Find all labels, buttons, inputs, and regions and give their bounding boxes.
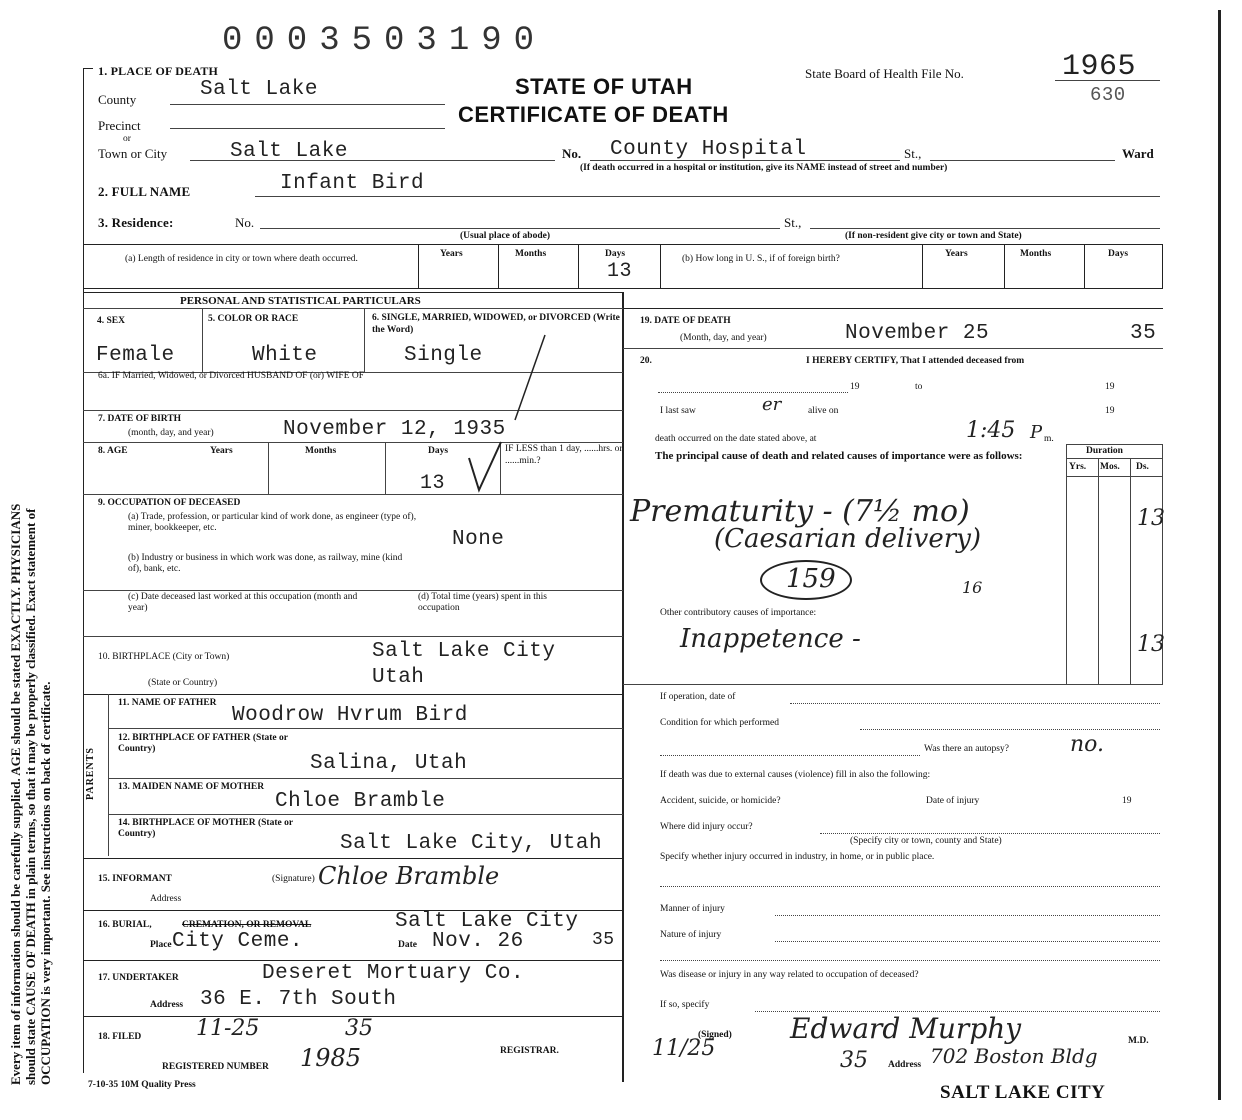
occupation-value: None: [452, 528, 505, 551]
marital-value: Single: [404, 344, 483, 367]
birthplace-label: 10. BIRTHPLACE (City or Town): [98, 652, 230, 662]
informant-label: 15. INFORMANT: [98, 874, 172, 884]
filed-label: 18. FILED: [98, 1032, 142, 1042]
if-less-label: IF LESS than 1 day, ......hrs. or ......min.?: [505, 444, 623, 466]
injury-date-19: 19: [1122, 796, 1132, 806]
cert-title: CERTIFICATE OF DEATH: [458, 102, 729, 127]
state-title: STATE OF UTAH: [515, 74, 693, 99]
dob-label: 7. DATE OF BIRTH: [98, 414, 182, 424]
condition-label: Condition for which performed: [660, 718, 779, 728]
other-cause-days: 13: [1137, 632, 1165, 657]
physician-address-label: Address: [888, 1060, 922, 1070]
last-saw-value: er: [762, 394, 782, 415]
full-name-value: Infant Bird: [280, 172, 425, 195]
side-instructions: [8, 504, 53, 1085]
place-label: 1. PLACE OF DEATH: [98, 64, 219, 78]
checkmark-icon: [465, 440, 505, 495]
death-occurred-label: death occurred on the date stated above, at: [655, 434, 817, 444]
duration-yrs: Yrs.: [1069, 462, 1087, 472]
undertaker-value: Deseret Mortuary Co.: [262, 962, 525, 985]
county-value: Salt Lake: [200, 78, 318, 101]
cause-secondary: (Caesarian delivery): [714, 524, 982, 554]
st-label: St.,: [904, 146, 922, 161]
color-label: 5. COLOR OR RACE: [208, 314, 299, 324]
town-label: Town or City: [98, 146, 168, 161]
birthplace-city: Salt Lake City: [372, 640, 556, 663]
burial-location: Salt Lake City: [395, 910, 579, 933]
usual-abode-note: (Usual place of abode): [460, 231, 550, 241]
side-line-2: should state CAUSE OF DEATH in plain terms, so that it may be properly classified. Exact statement of: [23, 508, 38, 1085]
mother-label: 13. MAIDEN NAME OF MOTHER: [118, 782, 265, 792]
manner-label: Manner of injury: [660, 904, 725, 914]
certify-text: I HEREBY CERTIFY, That I attended deceased from: [806, 356, 1025, 366]
where-injury-note: (Specify city or town, county and State): [850, 836, 1002, 846]
sex-label: 4. SEX: [97, 316, 125, 326]
occ-related-label: Was disease or injury in any way related to occupation of deceased?: [660, 970, 919, 980]
town-value: Salt Lake: [230, 140, 348, 163]
hospital-value: County Hospital: [610, 138, 807, 161]
burial-place-label: Place: [150, 940, 172, 950]
physician-city: SALT LAKE CITY: [940, 1082, 1106, 1103]
signature-date: 11/25: [652, 1036, 716, 1061]
serial-number: 0003503190: [222, 22, 547, 60]
undertaker-address-value: 36 E. 7th South: [200, 988, 397, 1011]
injury-date-label: Date of injury: [926, 796, 980, 806]
physician-signature: Edward Murphy: [790, 1012, 1022, 1045]
cause-code: 159: [786, 564, 836, 594]
certify-to-19: 19: [1105, 382, 1115, 392]
father-value: Woodrow Hvrum Bird: [232, 704, 468, 727]
cause-primary-days: 13: [1137, 506, 1165, 531]
res-years-label: Years: [440, 249, 463, 259]
burial-year-value: 35: [592, 930, 615, 950]
father-label: 11. NAME OF FATHER: [118, 698, 217, 708]
last-saw-label: I last saw: [660, 406, 696, 416]
no-label: No.: [562, 146, 582, 161]
marital-label: 6. SINGLE, MARRIED, WIDOWED, or DIVORCED (Write the Word): [372, 313, 620, 335]
file-label: State Board of Health File No.: [805, 66, 964, 81]
filed-year: 35: [345, 1016, 373, 1041]
res-days-value: 13: [607, 260, 633, 283]
principal-cause-label: The principal cause of death and related causes of importance were as follows:: [655, 450, 1023, 462]
signed-label: (Signed): [698, 1030, 732, 1040]
cause-code-2: 16: [962, 578, 983, 597]
nonresident-note: (If non-resident give city or town and State): [845, 231, 1022, 241]
checkmark-slash-icon: [505, 330, 555, 430]
parents-side-label: PARENTS: [85, 747, 96, 800]
occupation-b-label: (b) Industry or business in which work was done, as railway, mine (kind of), bank, etc.: [128, 553, 403, 574]
undertaker-address-label: Address: [150, 1000, 184, 1010]
age-years-label: Years: [210, 446, 233, 456]
age-days-value: 13: [420, 472, 446, 495]
signature-year: 35: [840, 1048, 868, 1073]
filed-date: 11-25: [196, 1016, 260, 1041]
mother-birthplace-label: 14. BIRTHPLACE OF MOTHER (State or Country): [118, 818, 293, 839]
occupation-c-label: (c) Date deceased last worked at this occupation (month and year): [128, 592, 358, 613]
age-label: 8. AGE: [98, 446, 128, 456]
father-birthplace-value: Salina, Utah: [310, 752, 468, 775]
burial-date-label: Date: [398, 940, 417, 950]
date-of-death-value: November 25: [845, 322, 990, 345]
or-label: or: [123, 134, 131, 144]
side-line-3: OCCUPATION is very important. See instructions on back of certificate.: [38, 681, 53, 1085]
county-label: County: [98, 92, 137, 107]
residence-no-label: No.: [235, 215, 255, 230]
death-time-pm: P: [1030, 422, 1043, 443]
informant-sig-label: (Signature): [272, 874, 315, 884]
precinct-label: Precinct: [98, 118, 141, 133]
res-days-label: Days: [605, 249, 626, 259]
registrar-label: REGISTRAR.: [500, 1046, 559, 1056]
registered-number-label: REGISTERED NUMBER: [162, 1062, 269, 1072]
duration-label: Duration: [1086, 446, 1123, 456]
death-time: 1:45: [966, 418, 1016, 443]
dob-sub-label: (month, day, and year): [128, 428, 214, 438]
duration-ds: Ds.: [1136, 462, 1149, 472]
other-cause: Inappetence -: [680, 624, 861, 654]
birthplace-state: Utah: [372, 666, 425, 689]
occupation-label: 9. OCCUPATION OF DECEASED: [98, 498, 241, 508]
print-footer: 7-10-35 10M Quality Press: [88, 1080, 196, 1090]
nature-label: Nature of injury: [660, 930, 722, 940]
res-months-label: Months: [515, 249, 547, 259]
sex-value: Female: [96, 344, 175, 367]
file-number: 1965: [1062, 50, 1137, 84]
dob-value: November 12, 1935: [283, 418, 506, 441]
undertaker-label: 17. UNDERTAKER: [98, 973, 179, 983]
us-years-label: Years: [945, 249, 968, 259]
color-value: White: [252, 344, 318, 367]
age-months-label: Months: [305, 446, 337, 456]
occupation-a-label: (a) Trade, profession, or particular kind of work done, as engineer (type of), miner, bookkeeper, etc.: [128, 512, 417, 533]
us-months-label: Months: [1020, 249, 1052, 259]
autopsy-label: Was there an autopsy?: [924, 744, 1009, 754]
hospital-note: (If death occurred in a hospital or institution, give its NAME instead of street and number): [580, 163, 948, 173]
accident-label: Accident, suicide, or homicide?: [660, 796, 781, 806]
alive-on-label: alive on: [808, 406, 839, 416]
informant-signature: Chloe Bramble: [318, 862, 500, 890]
full-name-label: 2. FULL NAME: [98, 184, 191, 199]
autopsy-value: no.: [1070, 732, 1105, 757]
alive-on-19: 19: [1105, 406, 1115, 416]
occupation-d-label: (d) Total time (years) spent in this occupation: [418, 592, 547, 613]
spouse-label: 6a. IF Married, Widowed, or Divorced HUSBAND OF (or) WIFE OF: [98, 371, 365, 381]
burial-place-value: City Ceme.: [172, 930, 304, 953]
specify-label: Specify whether injury occurred in industry, in home, or in public place.: [660, 852, 935, 862]
death-time-m: m.: [1044, 434, 1054, 444]
certify-to: to: [915, 382, 923, 392]
certify-number: 20.: [640, 356, 652, 366]
mother-value: Chloe Bramble: [275, 790, 446, 813]
birthplace-state-label: (State or Country): [148, 678, 218, 688]
external-causes-label: If death was due to external causes (violence) fill in also the following:: [660, 770, 931, 780]
other-causes-label: Other contributory causes of importance:: [660, 608, 817, 618]
us-days-label: Days: [1108, 249, 1129, 259]
md-label: M.D.: [1128, 1036, 1149, 1046]
date-of-death-year: 35: [1130, 322, 1157, 345]
age-days-label: Days: [428, 446, 449, 456]
burial-struck-text: CREMATION, OR REMOVAL: [182, 920, 312, 930]
father-birthplace-label: 12. BIRTHPLACE OF FATHER (State or Country): [118, 733, 288, 754]
residence-label: 3. Residence:: [98, 215, 174, 230]
date-of-death-sub: (Month, day, and year): [680, 333, 767, 343]
certify-from-19: 19: [850, 382, 860, 392]
personal-heading: PERSONAL AND STATISTICAL PARTICULARS: [180, 295, 421, 307]
registered-number-value: 1985: [300, 1044, 362, 1072]
date-of-death-label: 19. DATE OF DEATH: [640, 316, 731, 326]
informant-address-label: Address: [150, 894, 182, 904]
physician-address: 702 Boston Bldg: [930, 1044, 1098, 1068]
foreign-birth-label: (b) How long in U. S., if of foreign birth?: [682, 254, 840, 264]
duration-mos: Mos.: [1100, 462, 1120, 472]
where-injury-label: Where did injury occur?: [660, 822, 753, 832]
burial-date-value: Nov. 26: [432, 930, 524, 953]
side-line-1: Every item of information should be carefully supplied. AGE should be stated EXACTLY. PHYSICIANS: [8, 503, 23, 1085]
mother-birthplace-value: Salt Lake City, Utah: [340, 832, 603, 855]
operation-label: If operation, date of: [660, 692, 736, 702]
if-so-label: If so, specify: [660, 1000, 710, 1010]
length-residence-label: (a) Length of residence in city or town where death occurred.: [125, 254, 358, 264]
burial-label: 16. BURIAL,: [98, 920, 152, 930]
cause-primary: Prematurity - (7½ mo): [630, 494, 970, 529]
ward-label: Ward: [1122, 146, 1154, 161]
residence-st-label: St.,: [784, 215, 802, 230]
file-sub-number: 630: [1090, 84, 1126, 106]
